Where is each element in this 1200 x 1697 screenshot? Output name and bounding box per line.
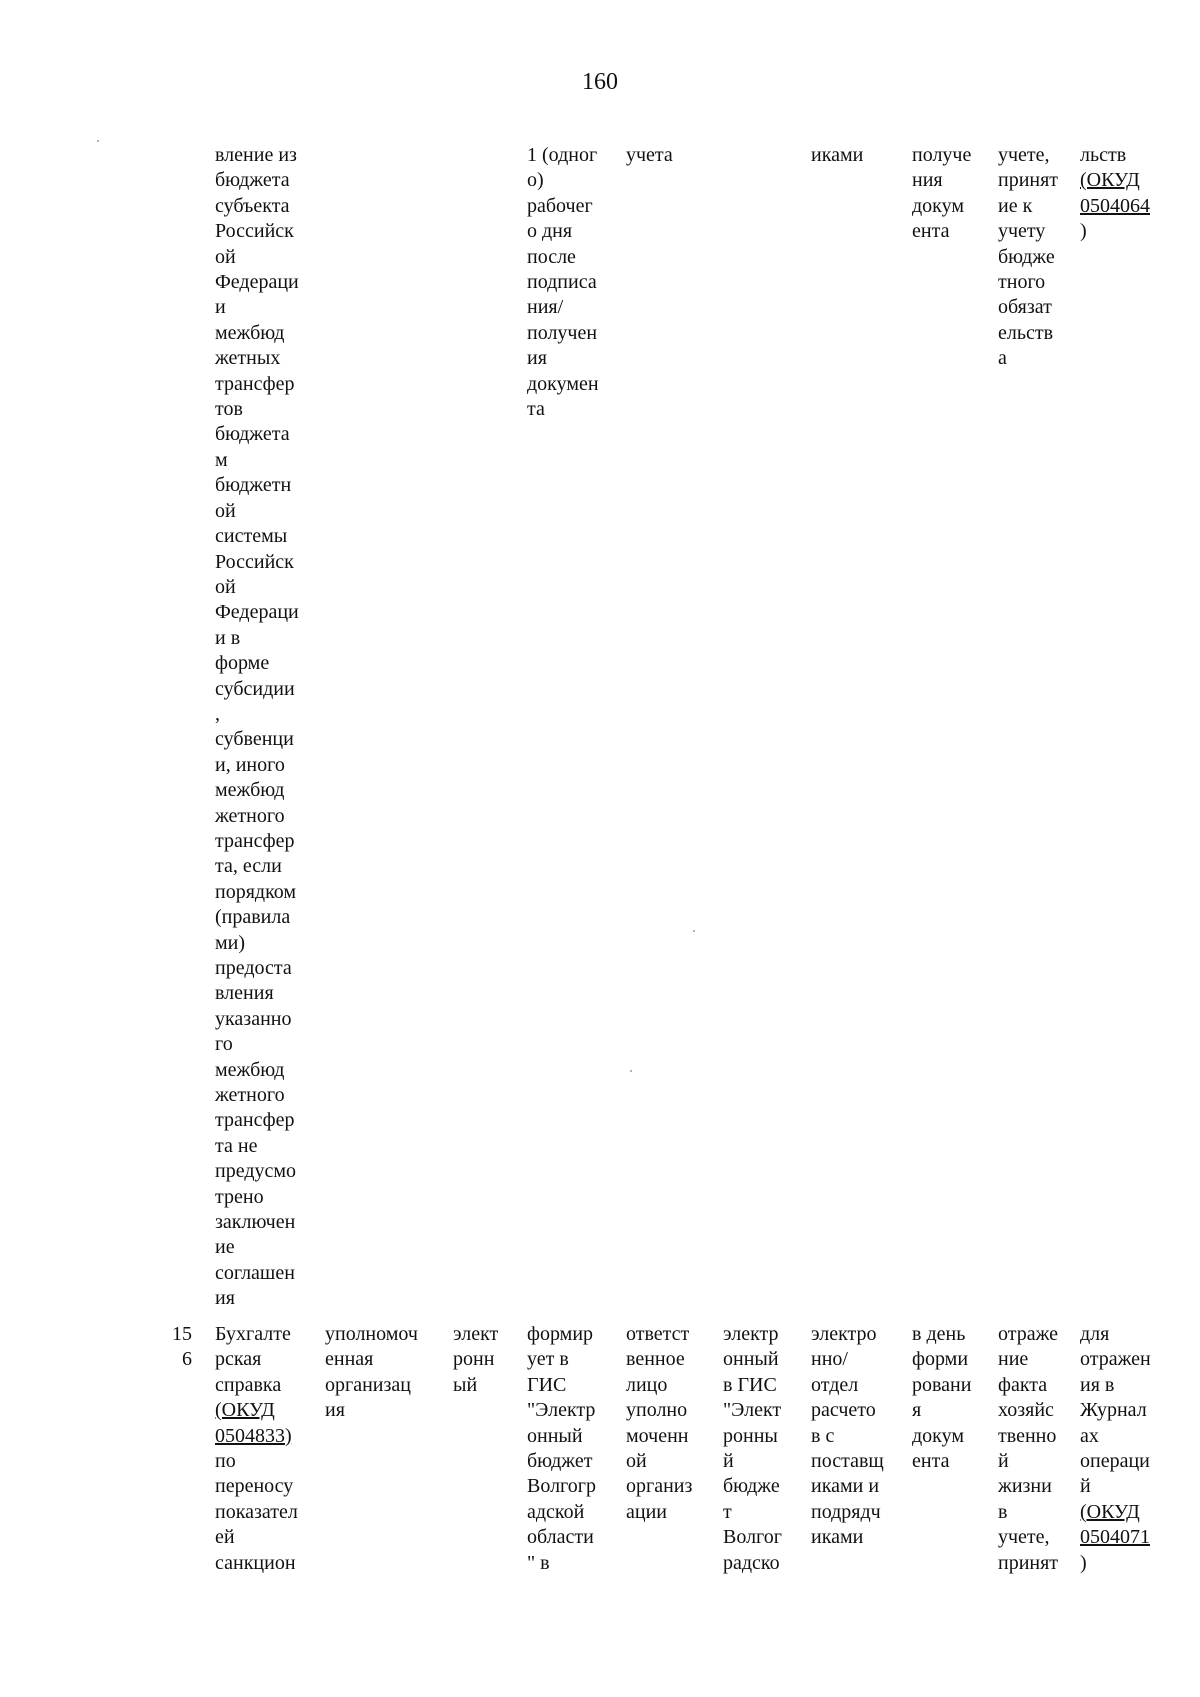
continued-row-col2: вление из бюджета субъекта Российск ой Федераци и межбюд жетных трансфер тов бюджета м бюджетн ой системы Российск ой Федераци и в форме субсидии , субвенци и, иного межбюд жетного трансфер та, если порядком (правила ми) предоста вления указанно го межбюд жетного трансфер та не предусмо трено заключен ие соглашен ия [215, 144, 299, 1310]
okud-0504064-link: (ОКУД 0504064 [1080, 169, 1150, 217]
row-156-col7: электр онный в ГИС "Элект ронны й бюдже т Волгог радско [723, 1323, 782, 1574]
continued-row-col11 [1080, 143, 1150, 245]
scan-speck [630, 1070, 632, 1072]
okud-0504071-link: (ОКУД 0504071 [1080, 1500, 1150, 1549]
page-number: 160 [582, 69, 618, 95]
continued-row-col10: учете, принят ие к учету бюдже тного обязат ельств а [998, 144, 1059, 370]
row-156-col4: элект ронн ый [453, 1323, 499, 1396]
row-156-col2 [215, 1322, 298, 1576]
scan-speck [693, 930, 695, 932]
row-156-col11 [1080, 1322, 1151, 1576]
okud-0504833-link: (ОКУД 0504833) [215, 1399, 292, 1447]
continued-row-col6: учета [626, 144, 673, 166]
row-156-col5: формир ует в ГИС "Электр онный бюджет Волгогр адской области " в [527, 1323, 596, 1574]
scan-speck [97, 140, 99, 142]
row-156-col9: в день форми ровани я докум ента [912, 1323, 972, 1473]
col11-line: льств [1080, 144, 1127, 166]
row-156-col6: ответст венное лицо уполно моченн ой организ ации [626, 1323, 693, 1523]
col2-before: Бухгалте рская справка [215, 1323, 291, 1396]
continued-row-col5: 1 (одног о) рабочег о дня после подписа ния/ получен ия докумен та [527, 144, 599, 421]
continued-row-col9: получе ния докум ента [912, 144, 972, 243]
col11-tail: ) [1080, 1551, 1087, 1574]
col2-after: по переносу показател ей санкцион [215, 1450, 298, 1574]
col11-before: для отражен ия в Журнал ах операци й [1080, 1323, 1151, 1498]
continued-row-col8: иками [811, 144, 864, 166]
row-156-col10: отраже ние факта хозяйс твенно й жизни в учете, принят [998, 1323, 1059, 1574]
row-156-col8: электро нно/ отдел расчето в с поставщ иками и подрядч иками [811, 1323, 884, 1549]
row-156-number: 15 6 [172, 1323, 192, 1371]
col11-tail: ) [1080, 220, 1087, 243]
row-156-col3: уполномоч енная организац ия [325, 1323, 418, 1422]
